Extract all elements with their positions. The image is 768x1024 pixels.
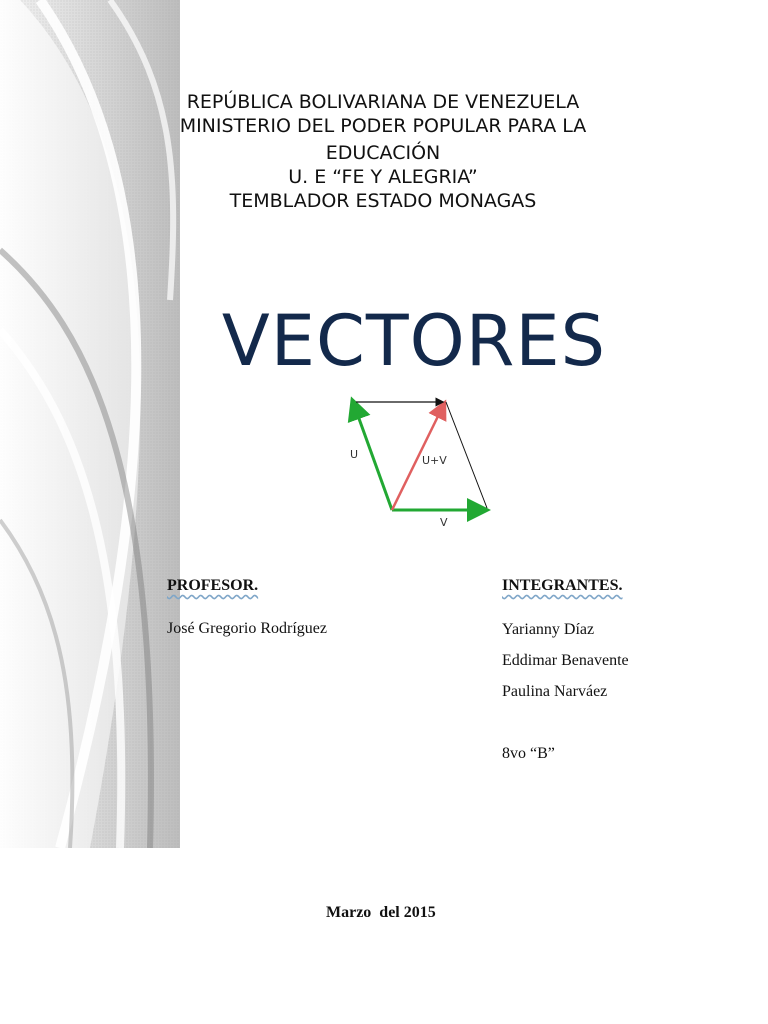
label-u: U xyxy=(350,448,359,461)
header-line-education: EDUCACIÓN xyxy=(325,142,441,164)
member-name: Paulina Narváez xyxy=(502,683,608,700)
vector-addition-diagram xyxy=(340,392,500,532)
label-v: V xyxy=(440,516,448,529)
member-name: Eddimar Benavente xyxy=(502,652,629,669)
school-header xyxy=(150,90,616,213)
header-line-ministry: MINISTERIO DEL PODER POPULAR PARA LA xyxy=(179,115,587,137)
professor-heading: PROFESOR. xyxy=(167,577,259,594)
header-line-location: TEMBLADOR ESTADO MONAGAS xyxy=(229,190,537,212)
member-name: Yarianny Díaz xyxy=(502,621,595,638)
document-date: Marzo del 2015 xyxy=(326,904,436,921)
document-title: VECTORES xyxy=(221,300,607,382)
professor-name: José Gregorio Rodríguez xyxy=(167,620,327,637)
members-heading: INTEGRANTES. xyxy=(502,577,623,594)
parallelogram-right-edge xyxy=(446,402,487,508)
vector-u-arrow xyxy=(353,402,392,510)
header-line-school: U. E “FE Y ALEGRIA” xyxy=(288,166,478,188)
label-u-plus-v: U+V xyxy=(422,454,447,467)
group-label: 8vo “B” xyxy=(502,745,555,762)
header-line-republic: REPÚBLICA BOLIVARIANA DE VENEZUELA xyxy=(186,91,580,113)
